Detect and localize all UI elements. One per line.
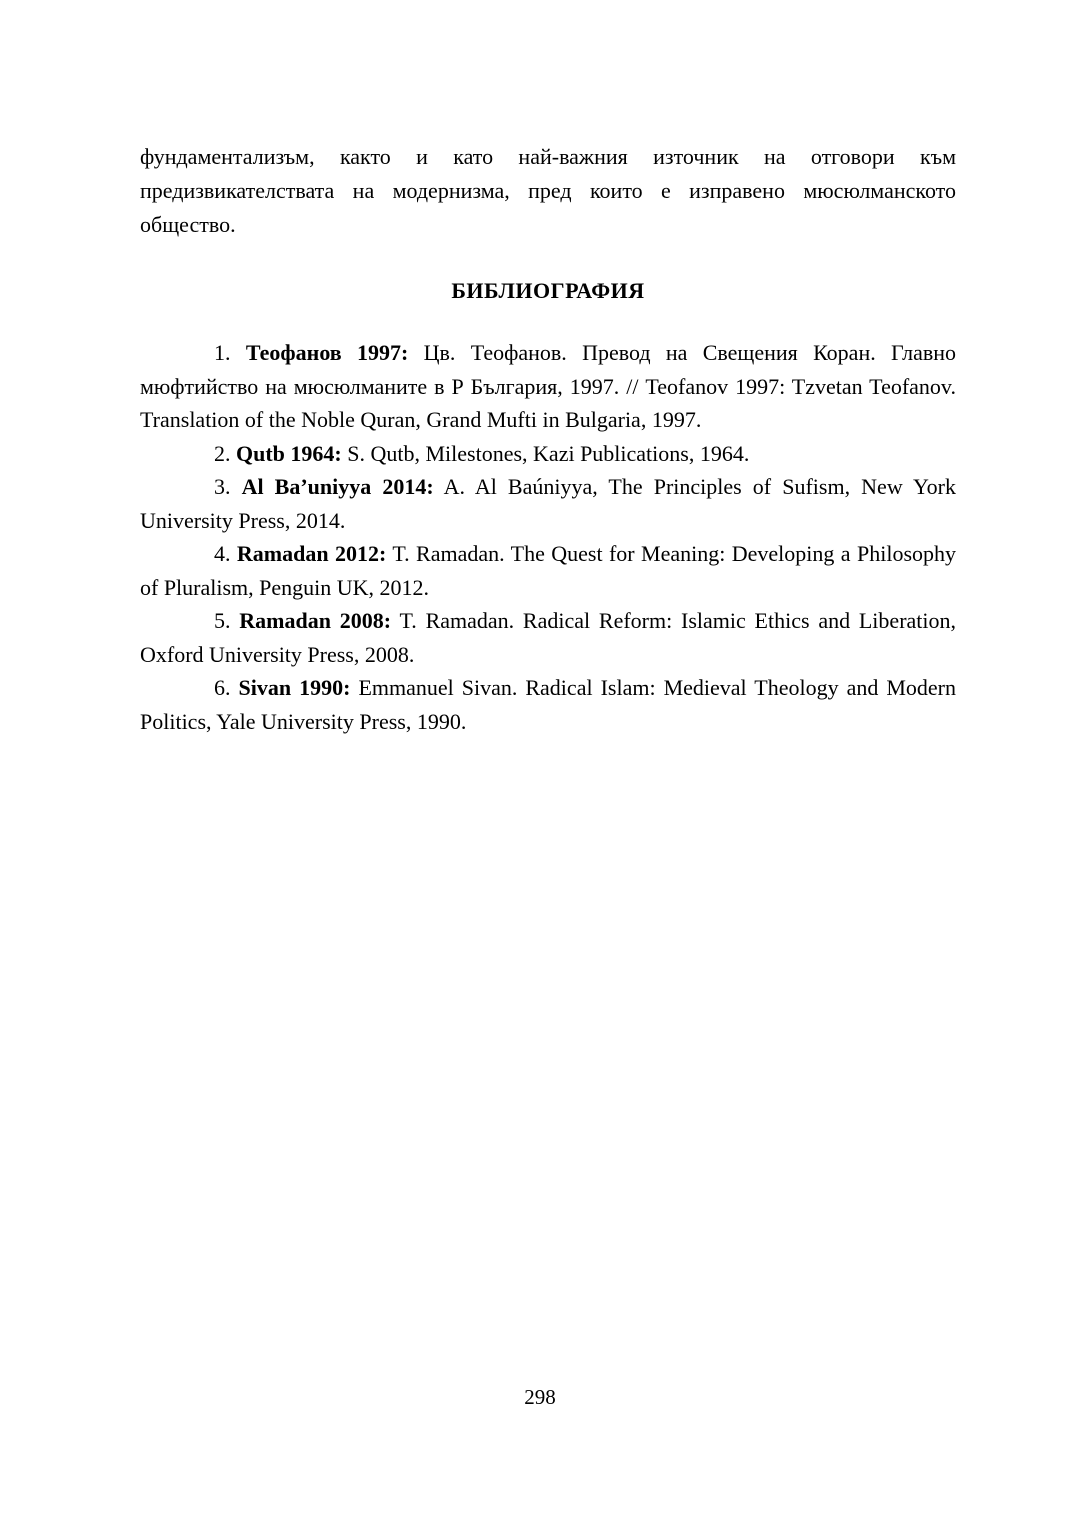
bibliography-entry (140, 604, 956, 671)
bibliography-entry (140, 537, 956, 604)
entry-number: 4. (214, 541, 237, 566)
entry-text: A. Al Baúniyya, The Principles of Sufism, New York University Press, 2014. (140, 474, 956, 533)
bibliography-entry (140, 671, 956, 738)
entry-text: T. Ramadan. Radical Reform: Islamic Ethics and Liberation, Oxford University Press, 2008. (140, 608, 957, 667)
bibliography-entry (140, 470, 956, 537)
entry-label: Ramadan 2008: (239, 608, 392, 633)
entry-label: Qutb 1964: (236, 440, 342, 466)
entry-number: 2. (214, 440, 236, 466)
entry-number: 1. (214, 340, 246, 365)
intro-paragraph: фундаментализъм, както и като най-важния източник на отговори към предизвикателствата на модернизма, пред които е изправено мюсюлманското общество. (140, 144, 956, 237)
entry-text: S. Qutb, Milestones, Kazi Publications, 1964. (341, 440, 750, 466)
bibliography-entry (140, 336, 956, 437)
entry-label: Sivan 1990: (238, 675, 351, 700)
page-number: 298 (524, 1385, 556, 1409)
entry-number: 3. (214, 474, 242, 499)
bibliography-heading: БИБЛИОГРАФИЯ (451, 278, 645, 303)
bibliography-entry (140, 437, 956, 471)
entry-text: T. Ramadan. The Quest for Meaning: Developing a Philosophy of Pluralism, Penguin UK, 2012. (140, 541, 956, 600)
entry-number: 5. (214, 608, 240, 633)
page-content (140, 140, 956, 738)
entry-text: Emmanuel Sivan. Radical Islam: Medieval Theology and Modern Politics, Yale University Press, 1990. (140, 675, 957, 734)
entry-label: Ramadan 2012: (236, 541, 387, 566)
entry-text: Цв. Теофанов. Превод на Свещения Коран. Главно мюфтийство на мюсюлманите в Р България, 1997. // Teofanov 1997: Tzvetan Teofanov. Translation of the Noble Quran, Grand Mufti in Bulgaria, 1997. (140, 340, 956, 432)
entry-label: Теофанов 1997: (245, 340, 409, 365)
entry-label: Al Ba’uniyya 2014: (241, 474, 434, 499)
entry-number: 6. (214, 675, 239, 700)
